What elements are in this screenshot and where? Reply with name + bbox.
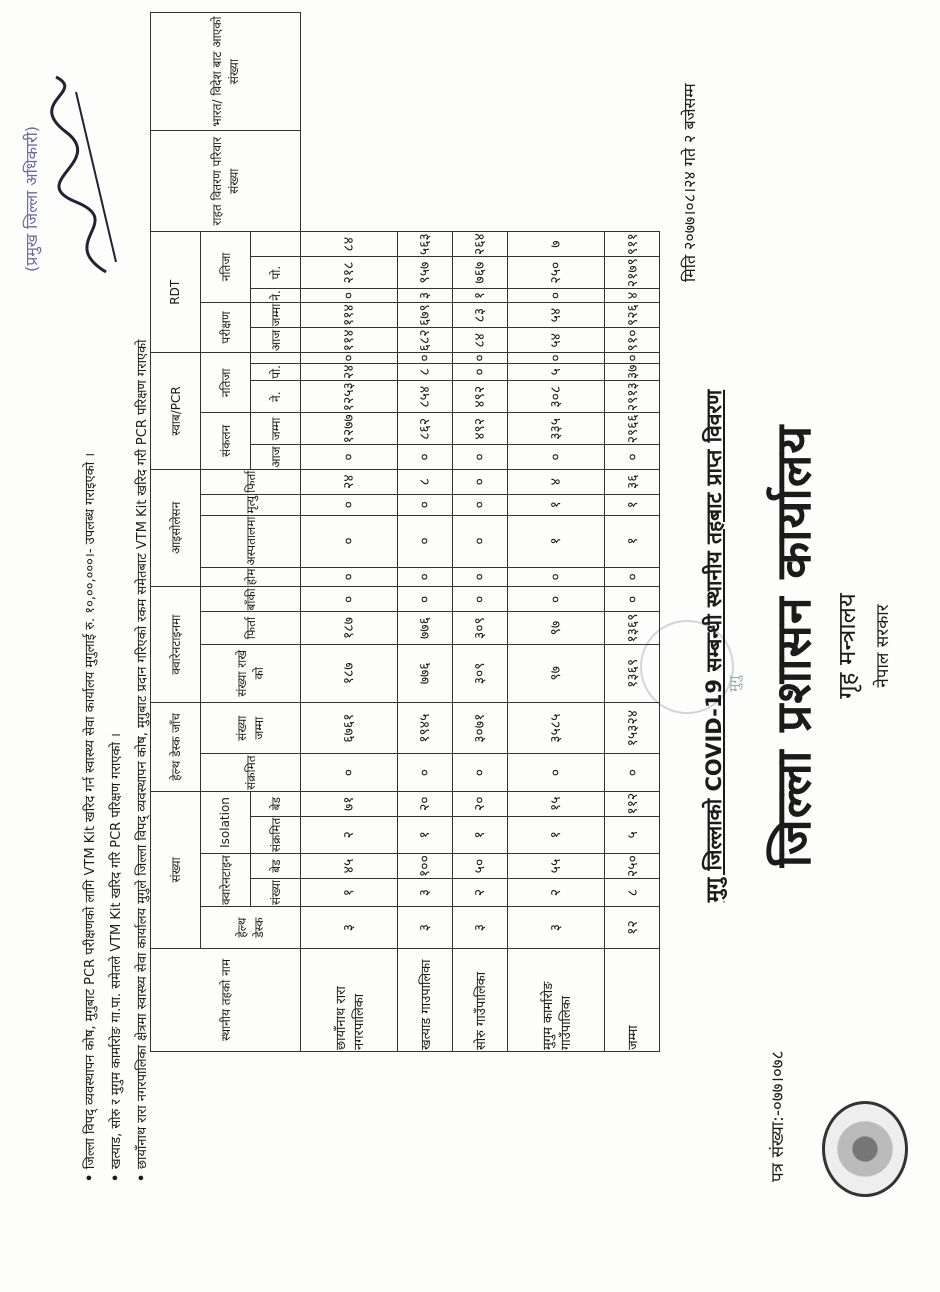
table-cell: ८ — [605, 878, 660, 906]
table-cell: ० — [398, 754, 453, 791]
col-rdt-result: नतिजा — [200, 232, 250, 302]
note-item: • खत्याड, सोरु र मुगुम कार्मारोङ गा.पा. समेतले VTM Kit खरिद गरि PCR परिक्षण गराएको । — [104, 52, 130, 1182]
table-cell: १३६९ — [605, 644, 660, 702]
table-cell: १ — [605, 494, 660, 515]
table-cell: २१८ — [300, 257, 397, 289]
table-cell: १५३२४ — [605, 703, 660, 754]
table-cell: ० — [507, 754, 604, 791]
table-cell: २९६६ — [605, 413, 660, 445]
table-cell: ४ — [507, 469, 604, 494]
table-cell: १८७ — [300, 644, 397, 702]
col-remaining: बाँकी — [200, 587, 300, 612]
col-desk-check: हेल्थ डेस्क जाँच — [151, 703, 201, 792]
table-cell: ४९२ — [452, 413, 507, 445]
col-death: मृत्यु — [200, 494, 300, 515]
row-local-name: सोरु गाउँपालिका — [452, 949, 507, 1052]
table-cell: २५० — [507, 257, 604, 289]
table-cell: ५४ — [507, 302, 604, 328]
table-cell: ३ — [300, 907, 397, 949]
table-cell: ७६७ — [452, 257, 507, 289]
signature-icon — [36, 72, 128, 282]
table-cell: ५ — [507, 363, 604, 381]
col-return2: फिर्ता — [200, 469, 300, 494]
col-swab-neg: ने. — [250, 381, 300, 413]
table-cell: ४ — [605, 289, 660, 302]
table-cell: ३ — [398, 289, 453, 302]
col-returned: फिर्ता — [200, 612, 300, 644]
col-swab-today: आज — [250, 445, 300, 469]
table-row — [452, 13, 507, 1052]
table-cell: १ — [452, 816, 507, 853]
col-isolation: Isolation — [200, 791, 250, 853]
table-cell: ३६ — [605, 469, 660, 494]
table-cell: ० — [398, 445, 453, 469]
table-cell: १ — [507, 816, 604, 853]
table-cell: ० — [452, 754, 507, 791]
col-rdt-today: आज — [250, 328, 300, 353]
document-title: मुगु जिल्लाको COVID-19 सम्बन्धी स्थानीय तहबाट प्राप्त विवरण — [702, 389, 726, 903]
table-cell: ० — [300, 445, 397, 469]
col-rdt-total: जम्मा — [250, 302, 300, 328]
col-rdt: RDT — [151, 232, 201, 353]
table-cell: ० — [452, 469, 507, 494]
table-cell: ३०७१ — [452, 703, 507, 754]
col-rdt-pos: पो. — [250, 257, 300, 289]
table-cell: ५६३ — [398, 232, 453, 257]
table-cell: ७१ — [300, 791, 397, 816]
table-cell: ३ — [398, 878, 453, 906]
table-cell: ० — [605, 754, 660, 791]
col-swab-total: जम्मा — [250, 413, 300, 445]
table-cell: १२५३ — [300, 381, 397, 413]
table-cell: २६४ — [452, 232, 507, 257]
col-kept-count: संख्या राखे को — [200, 644, 300, 702]
table-row — [300, 13, 397, 1052]
col-local-level: स्थानीय तहको नाम — [151, 949, 301, 1052]
col-hospital: अस्पतालमा — [200, 515, 300, 567]
table-cell: ९७ — [507, 612, 604, 644]
col-quarantine-status: क्वारेनटाइनमा — [151, 587, 201, 703]
col-total-count: संख्या जम्मा — [200, 703, 300, 754]
table-cell: ० — [398, 587, 453, 612]
covid-data-table — [150, 12, 660, 1052]
table-cell: ० — [398, 494, 453, 515]
table-cell: ६७९ — [398, 302, 453, 328]
table-cell: १ — [507, 494, 604, 515]
col-count: संख्या — [151, 791, 201, 948]
table-cell: ३ — [507, 907, 604, 949]
col-swab-extra — [250, 353, 300, 363]
table-cell: १५ — [507, 791, 604, 816]
table-cell: ९७ — [507, 644, 604, 702]
table-cell: ८ — [398, 363, 453, 381]
col-arrived: भारत/ विदेश बाट आएको संख्या — [151, 13, 301, 131]
row-local-name: छायाँनाथ रारा नगरपालिका — [300, 949, 397, 1052]
table-cell: ० — [452, 353, 507, 363]
table-cell: १ — [452, 289, 507, 302]
table-cell: ० — [452, 587, 507, 612]
note-item: • छायाँनाथ रारा नगरपालिका क्षेत्रमा स्वास्थ्य सेवा कार्यालय मुगुले जिल्ला विपद् व्यवस्थापन कोष, मुगुबाट प्रदान गरिएको रकम समेतबाट VTM Kit खरिद गरी PCR परिक्षण गराएको — [130, 52, 156, 1182]
report-date: मिति २०७७।०८।२४ गते २ बजेसम्म — [680, 83, 699, 282]
table-cell: १ — [300, 878, 397, 906]
row-local-name: मुगुम कार्मारोङ गाउँपालिका — [507, 949, 604, 1052]
table-cell: ० — [452, 363, 507, 381]
table-cell: २ — [452, 878, 507, 906]
table-cell: ० — [398, 353, 453, 363]
table-cell: २ — [300, 816, 397, 853]
table-cell: १८७ — [300, 612, 397, 644]
col-swab: स्वाब/PCR — [151, 353, 201, 469]
table-cell: ० — [507, 567, 604, 587]
table-cell: ११२ — [605, 791, 660, 816]
table-cell: ० — [452, 494, 507, 515]
col-quarantine: क्वारेनटाइन — [200, 854, 250, 907]
table-cell: ० — [605, 567, 660, 587]
table-cell: ३०८ — [507, 381, 604, 413]
table-cell: ८४ — [452, 328, 507, 353]
government-name: नेपाल सरकार — [873, 604, 893, 688]
table-cell: ९१० — [605, 328, 660, 353]
table-cell: १९४५ — [398, 703, 453, 754]
table-cell: ७७६ — [398, 644, 453, 702]
table-cell: ८५४ — [398, 381, 453, 413]
table-cell: २ — [507, 878, 604, 906]
table-cell: ० — [605, 587, 660, 612]
table-cell: ३०९ — [452, 644, 507, 702]
table-cell: ३३५ — [507, 413, 604, 445]
table-cell: ८ — [398, 469, 453, 494]
table-cell: ० — [605, 445, 660, 469]
table-cell: ० — [300, 515, 397, 567]
col-health-desk: हेल्थ डेस्क — [200, 907, 300, 949]
table-cell: ० — [507, 289, 604, 302]
table-cell: १ — [398, 816, 453, 853]
table-cell: ९२६ — [605, 302, 660, 328]
table-cell: १२७७ — [300, 413, 397, 445]
table-cell: ११४ — [300, 302, 397, 328]
office-name: जिल्ला प्रशासन कार्यालय — [766, 424, 822, 868]
table-cell: ० — [300, 289, 397, 302]
table-cell: ५४ — [507, 328, 604, 353]
col-infected: संक्रमित — [200, 754, 300, 791]
table-cell: ० — [605, 353, 660, 363]
table-cell: १ — [605, 515, 660, 567]
table-cell: ० — [300, 587, 397, 612]
table-cell: ३०९ — [452, 612, 507, 644]
table-cell: १०० — [398, 854, 453, 879]
table-cell: २४ — [300, 469, 397, 494]
table-cell: ५० — [452, 854, 507, 879]
table-cell: ३ — [398, 907, 453, 949]
table-cell: ४९२ — [452, 381, 507, 413]
table-cell: ७ — [507, 232, 604, 257]
col-relief: राहत वितरण परिवार संख्या — [151, 131, 301, 232]
note-item: • जिल्ला विपद् व्यवस्थापन कोष, मुगुबाट PCR परीक्षणको लागि VTM Kit खरिद गर्न स्वास्थ्य सेवा कार्यालय मुगुलाई रु. १०,००,०००।- उपलब्ध गराइएको । — [78, 52, 104, 1182]
col-rdt-extra — [250, 232, 300, 257]
col-home: होम — [200, 567, 300, 587]
row-local-name: जम्मा — [605, 949, 660, 1052]
table-cell: २४ — [300, 363, 397, 381]
col-result: नतिजा — [200, 353, 250, 413]
signature-title: (प्रमुख जिल्ला अधिकारी) — [22, 126, 41, 272]
table-cell: ८३ — [452, 302, 507, 328]
table-row — [605, 13, 660, 1052]
table-row — [507, 13, 604, 1052]
table-cell: ० — [300, 494, 397, 515]
col-isolation-np: आइसोलेसन — [151, 469, 201, 587]
col-quarantine-bed: बेड — [250, 854, 300, 879]
table-cell: ८४ — [300, 232, 397, 257]
table-cell: २० — [398, 791, 453, 816]
table-cell: ० — [398, 567, 453, 587]
col-test: परीक्षण — [200, 302, 250, 353]
table-cell: ० — [398, 515, 453, 567]
table-cell: ६८२ — [398, 328, 453, 353]
table-cell: ० — [507, 353, 604, 363]
table-row — [398, 13, 453, 1052]
table-cell: १ — [507, 515, 604, 567]
table-cell: २१७९ — [605, 257, 660, 289]
col-swab-pos: पो. — [250, 363, 300, 381]
table-cell: २९१३ — [605, 381, 660, 413]
table-cell: ० — [452, 567, 507, 587]
table-cell: ० — [300, 353, 397, 363]
table-cell: ५ — [605, 816, 660, 853]
ministry-name: गृह मन्त्रालय — [833, 593, 861, 699]
table-cell: १२ — [605, 907, 660, 949]
table-cell: ० — [452, 445, 507, 469]
table-cell: ० — [300, 567, 397, 587]
col-collection: संकलन — [200, 413, 250, 469]
col-rdt-neg: ने. — [250, 289, 300, 302]
table-cell: ९५७ — [398, 257, 453, 289]
table-cell: ४५ — [300, 854, 397, 879]
table-cell: २० — [452, 791, 507, 816]
table-cell: ७७६ — [398, 612, 453, 644]
table-cell: ० — [452, 515, 507, 567]
table-cell: ० — [300, 754, 397, 791]
col-isolation-infected: संक्रमित — [250, 816, 300, 853]
table-cell: ५५ — [507, 854, 604, 879]
col-quarantine-number: संख्या — [250, 878, 300, 906]
table-cell: ६७६१ — [300, 703, 397, 754]
table-cell: ३७ — [605, 363, 660, 381]
letter-number: पत्र संख्या:-०७७।०७८ — [768, 1050, 788, 1182]
table-cell: ११४ — [300, 328, 397, 353]
location-label: मुगु — [727, 675, 743, 692]
table-cell: ३५८५ — [507, 703, 604, 754]
table-cell: ० — [507, 445, 604, 469]
table-cell: ३ — [452, 907, 507, 949]
table-cell: १३६९ — [605, 612, 660, 644]
col-isolation-bed: बेड — [250, 791, 300, 816]
table-cell: ९११ — [605, 232, 660, 257]
table-cell: ० — [507, 587, 604, 612]
row-local-name: खत्याड गाउपालिका — [398, 949, 453, 1052]
table-cell: २५० — [605, 854, 660, 879]
table-cell: ८६२ — [398, 413, 453, 445]
